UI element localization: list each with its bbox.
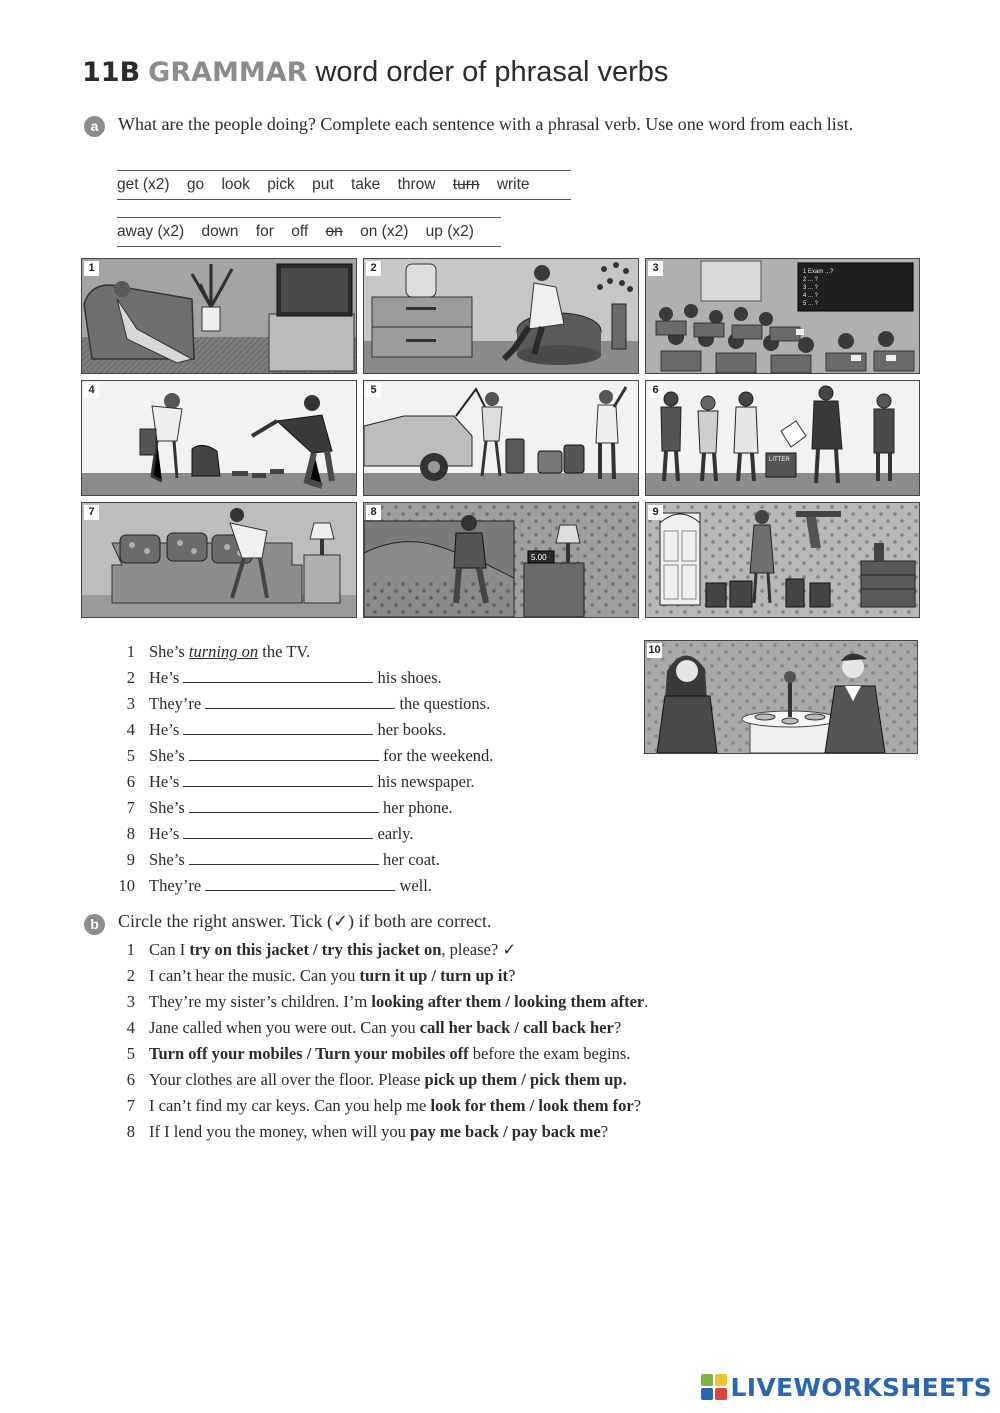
word-chip: get (x2) [117, 176, 170, 193]
answer-options[interactable]: pick up them / pick them up. [424, 1070, 627, 1089]
word-chip: up (x2) [425, 223, 474, 240]
instruction-a: What are the people doing? Complete each sentence with a phrasal verb. Use one word from each list. [118, 114, 854, 134]
answer-options[interactable]: turn it up / turn up it [359, 966, 509, 985]
answer-blank[interactable] [183, 824, 373, 839]
badge-b: b [84, 914, 105, 935]
logo-text: LIVEWORKSHEETS [730, 1373, 992, 1402]
word-chip: down [201, 223, 239, 240]
word-chip: write [496, 176, 530, 193]
board-line: 2 ... ? [803, 277, 819, 283]
picture-10: 10 [644, 640, 918, 754]
word-list-verbs [117, 170, 571, 200]
answer-blank[interactable] [189, 850, 379, 865]
word-chip: throw [397, 176, 436, 193]
word-chip-struck: on [325, 223, 343, 240]
picture-8: 8 5.00 [363, 502, 639, 618]
answer-blank[interactable] [189, 746, 379, 761]
word-chip-struck: turn [452, 176, 480, 193]
picture-7: 7 [81, 502, 357, 618]
instruction-b: Circle the right answer. Tick (✓) if both are correct. [118, 911, 492, 931]
board-line: 4 ... ? [803, 293, 819, 299]
word-chip: pick [267, 176, 295, 193]
answer-blank[interactable] [183, 720, 373, 735]
answer-options[interactable]: try on this jacket / try this jacket on [189, 940, 442, 959]
answer-options[interactable]: Turn off your mobiles / Turn your mobiles off [149, 1044, 469, 1063]
answer-blank[interactable] [183, 668, 373, 683]
picture-2: 2 [363, 258, 639, 374]
topic-label: word order of phrasal verbs [315, 56, 669, 88]
litter-sign: LITTER [769, 457, 790, 463]
board-line: 1 Exam ...? [803, 269, 834, 275]
board-line: 5 ... ? [803, 301, 819, 307]
word-chip: put [312, 176, 334, 193]
word-chip: away (x2) [117, 223, 185, 240]
word-list-particles [117, 217, 501, 247]
page-title [82, 56, 668, 96]
word-chip: look [221, 176, 250, 193]
picture-1: 1 [81, 258, 357, 374]
unit-code: 11B [82, 57, 141, 88]
board-line: 3 ... ? [803, 285, 819, 291]
answer-blank[interactable] [183, 772, 373, 787]
answer-blank[interactable] [205, 694, 395, 709]
word-chip: off [291, 223, 309, 240]
picture-4: 4 [81, 380, 357, 496]
clock-text: 5.00 [531, 553, 547, 562]
section-label: GRAMMAR [148, 57, 308, 88]
picture-5: 5 [363, 380, 639, 496]
word-chip: take [350, 176, 381, 193]
answer-options[interactable]: look for them / look them for [430, 1096, 634, 1115]
answer-options[interactable]: pay me back / pay back me [410, 1122, 601, 1141]
word-chip: on (x2) [360, 223, 409, 240]
logo-icon [701, 1374, 727, 1400]
word-chip: for [255, 223, 274, 240]
badge-a: a [84, 116, 105, 137]
example-answer: turning on [188, 642, 259, 661]
liveworksheets-logo[interactable] [701, 1373, 992, 1403]
word-chip: go [186, 176, 205, 193]
picture-9: 9 [645, 502, 920, 618]
answer-options[interactable]: call her back / call back her [419, 1018, 614, 1037]
answer-blank[interactable] [205, 876, 395, 891]
answer-options[interactable]: looking after them / looking them after [371, 992, 645, 1011]
answer-blank[interactable] [189, 798, 379, 813]
picture-3: 3 1 Exam ...? 2 ... ? 3 ... ? 4 ... ? 5 ... ? [645, 258, 920, 374]
picture-6: 6 LITTER [645, 380, 920, 496]
